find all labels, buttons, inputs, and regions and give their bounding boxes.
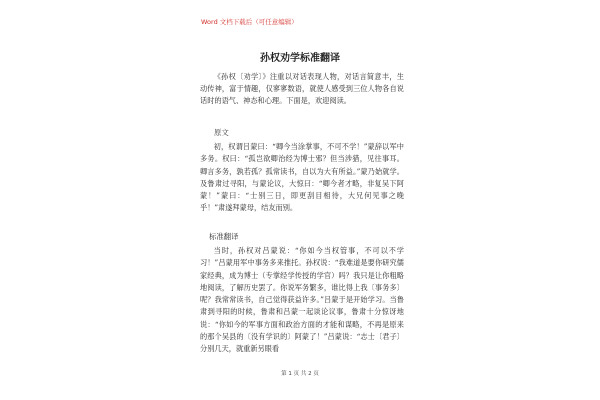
intro-paragraph: 《孙权〔劝学〕》注重以对话表现人物，对话言简意丰，生动传神，富于情趣，仅寥寥数语，就使人感受到三位人物各自说话时的语气、神态和心理。下面是，欢迎阅读。 (200, 72, 404, 106)
translation-paragraph: 当时，孙权对吕蒙说：“你如今当权管事，不可以不学习！”吕蒙用军中事务多来推托。孙权说：“我难道是要你研究儒家经典，成为博士（专掌经学传授的学官）吗？我只是让你粗略地阅读，了解历史罢了。你说军务繁多，谁比得上我〔事务多〕呢？我常常读书，自己觉得获益许多。”吕蒙于是开始学习。当鲁肃到寻阳的时候，鲁肃和吕蒙一起谈论议事，鲁肃十分惊讶地说：“你如今的军事方面和政治方面的才能和谋略，不再是原来的那个吴县的〔没有学识的〕阿蒙了！”吕蒙说：“志士〔君子〕分别几天，就重新另眼看 (200, 246, 404, 354)
original-heading: 原文 (214, 128, 229, 137)
page-footer: 第 1 页 共 2 页 (281, 371, 319, 377)
document-header: Word 文档下载后（可任意编辑） (201, 18, 298, 26)
translation-heading: 标准翻译 (209, 232, 239, 241)
original-paragraph: 初，权谓吕蒙曰：“卿今当涂掌事，不可不学！”蒙辞以军中多务。权曰：“孤岂欲卿治经为博士邪？但当涉猎，见往事耳。卿言多务，孰若孤？孤常读书，自以为大有所益。”蒙乃始就学。及鲁肃过寻阳，与蒙论议，大惊曰：“卿今者才略，非复吴下阿蒙！”蒙曰：“士别三日，即更刮目相待，大兄何见事之晚乎！”肃遂拜蒙母，结友而别。 (200, 142, 404, 213)
document-title: 孙权劝学标准翻译 (260, 53, 340, 64)
